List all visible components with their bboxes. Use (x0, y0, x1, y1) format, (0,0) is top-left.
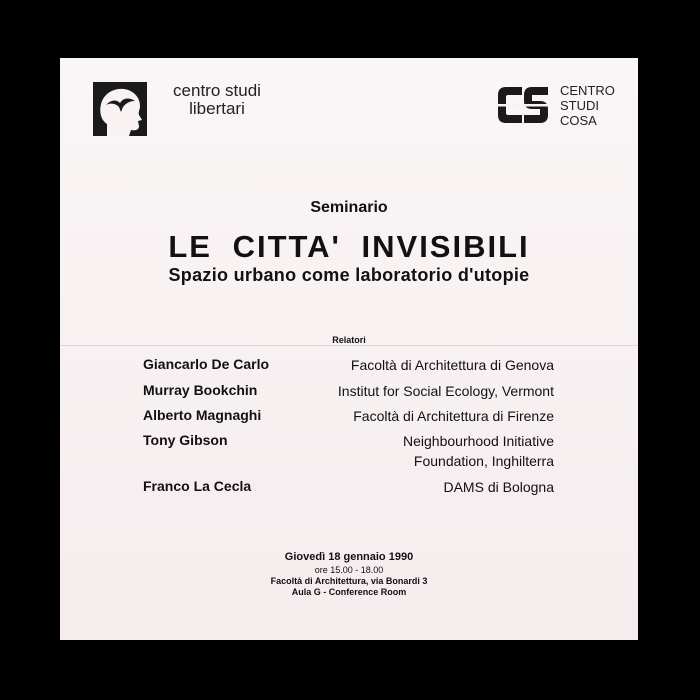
event-venue: Facoltà di Architettura, via Bonardi 3 (270, 576, 428, 586)
logo-left-line1: centro studi (173, 81, 261, 100)
event-time: ore 15.00 - 18.00 (314, 565, 384, 575)
head-bird-logo-icon (93, 82, 147, 136)
logo-right-line3: COSA (560, 113, 597, 128)
speaker-affiliation (403, 431, 554, 471)
invitation-sheet (60, 58, 638, 640)
event-room: Aula G - Conference Room (291, 587, 407, 597)
affiliation-line: Neighbourhood Initiative (403, 433, 554, 449)
affiliation-line: DAMS di Bologna (443, 479, 554, 495)
event-subtitle: Spazio urbano come laboratorio d'utopie (168, 265, 530, 285)
affiliation-line: Foundation, Inghilterra (413, 453, 554, 469)
speaker-name: Tony Gibson (143, 432, 228, 448)
speaker-name: Alberto Magnaghi (143, 407, 262, 423)
speaker-name: Giancarlo De Carlo (143, 356, 270, 372)
event-title: LE CITTA' INVISIBILI (168, 229, 530, 264)
affiliation-line: Facoltà di Architettura di Firenze (353, 408, 554, 424)
event-type: Seminario (310, 199, 388, 216)
speaker-affiliation (351, 355, 554, 375)
speaker-affiliation (443, 477, 554, 497)
paper-fold-line (60, 345, 638, 346)
speaker-name: Franco La Cecla (143, 478, 252, 494)
affiliation-line: Institut for Social Ecology, Vermont (337, 383, 554, 399)
affiliation-line: Facoltà di Architettura di Genova (350, 357, 554, 373)
cs-monogram-icon (496, 83, 550, 127)
logo-right-line2: STUDI (560, 98, 599, 113)
speakers-heading: Relatori (332, 335, 366, 345)
logo-left-line2: libertari (189, 99, 245, 118)
speaker-affiliation (353, 406, 554, 426)
speaker-name: Murray Bookchin (143, 382, 258, 398)
logo-right-line1: CENTRO (560, 83, 615, 98)
speaker-affiliation (338, 381, 554, 401)
event-date: Giovedì 18 gennaio 1990 (284, 551, 414, 563)
